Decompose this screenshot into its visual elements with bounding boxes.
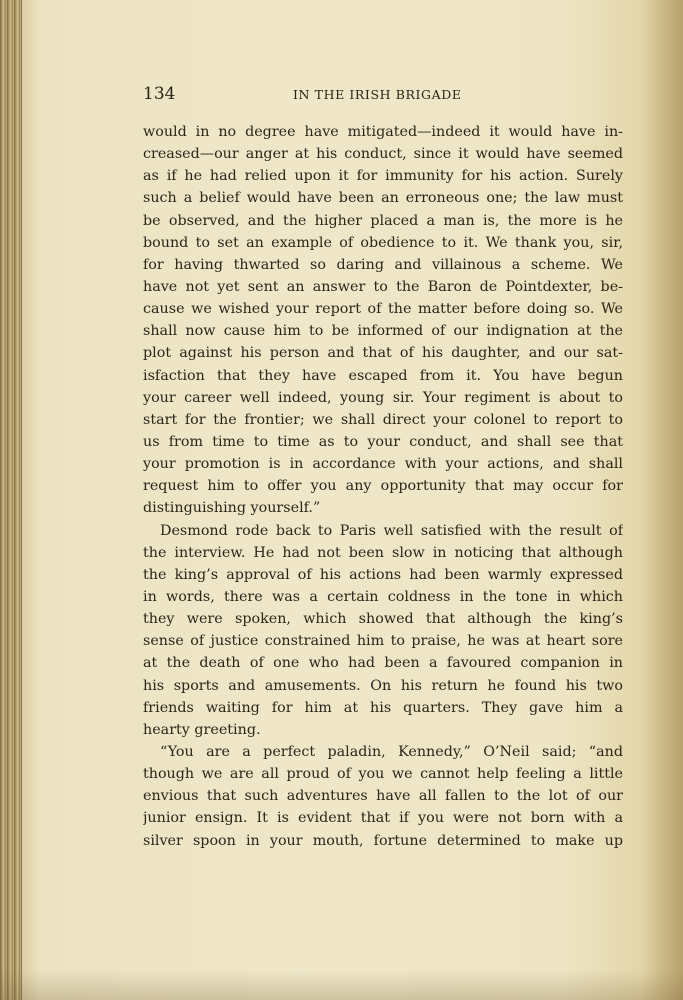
text-line: Desmond rode back to Paris well satisfied with the result of (160, 522, 623, 539)
text-line: plot against his person and that of his daughter, and our sat- (143, 345, 623, 362)
text-line: such a belief would have been an erroneous one; the law must (143, 190, 623, 207)
body-text (143, 121, 623, 852)
text-line: cause we wished your report of the matter before doing so. We (143, 301, 623, 318)
text-line: though we are all proud of you we cannot help feeling a little (143, 766, 623, 783)
text-line: in words, there was a certain coldness in the tone in which (143, 588, 623, 605)
text-line: be observed, and the higher placed a man is, the more is he (143, 212, 623, 229)
text-line: bound to set an example of obedience to it. We thank you, sir, (143, 234, 623, 251)
text-line: at the death of one who had been a favoured companion in (143, 655, 623, 672)
text-line: “You are a perfect paladin, Kennedy,” O’Neil said; “and (160, 743, 623, 760)
text-line: envious that such adventures have all fallen to the lot of our (143, 788, 623, 805)
text-line: us from time to time as to your conduct, and shall see that (143, 433, 623, 450)
text-line: your promotion is in accordance with your actions, and shall (143, 456, 623, 473)
text-line: the king’s approval of his actions had been warmly expressed (143, 566, 623, 583)
text-line: isfaction that they have escaped from it. You have begun (143, 367, 623, 384)
text-line: request him to offer you any opportunity that may occur for (143, 478, 623, 495)
running-title: IN THE IRISH BRIGADE (293, 87, 462, 102)
text-line: start for the frontier; we shall direct your colonel to report to (143, 411, 623, 428)
text-line: junior ensign. It is evident that if you were not born with a (143, 810, 623, 827)
text-line: would in no degree have mitigated—indeed it would have in- (143, 124, 623, 140)
text-line: silver spoon in your mouth, fortune determined to make up (143, 832, 623, 849)
text-line: as if he had relied upon it for immunity for his action. Surely (143, 168, 623, 185)
text-line: hearty greeting. (143, 721, 261, 738)
page-header (143, 84, 623, 108)
book-binding-edge (0, 0, 22, 1000)
page-edge-shadow (643, 0, 683, 1000)
text-line: have not yet sent an answer to the Baron de Pointdexter, be- (143, 278, 623, 295)
text-line: creased—our anger at his conduct, since it would have seemed (143, 146, 623, 163)
text-line: they were spoken, which showed that although the king’s (143, 611, 623, 628)
text-line: sense of justice constrained him to praise, he was at heart sore (143, 633, 623, 650)
text-line: the interview. He had not been slow in noticing that although (143, 544, 623, 561)
text-line: distinguishing yourself.” (143, 500, 321, 517)
text-line: his sports and amusements. On his return he found his two (143, 677, 623, 694)
page-bottom-shadow (0, 970, 683, 1000)
text-line: shall now cause him to be informed of our indignation at the (143, 323, 623, 340)
text-line: for having thwarted so daring and villainous a scheme. We (143, 256, 623, 273)
text-line: friends waiting for him at his quarters. They gave him a (143, 699, 623, 716)
page-number: 134 (143, 84, 176, 104)
text-line: your career well indeed, young sir. Your regiment is about to (143, 389, 623, 406)
